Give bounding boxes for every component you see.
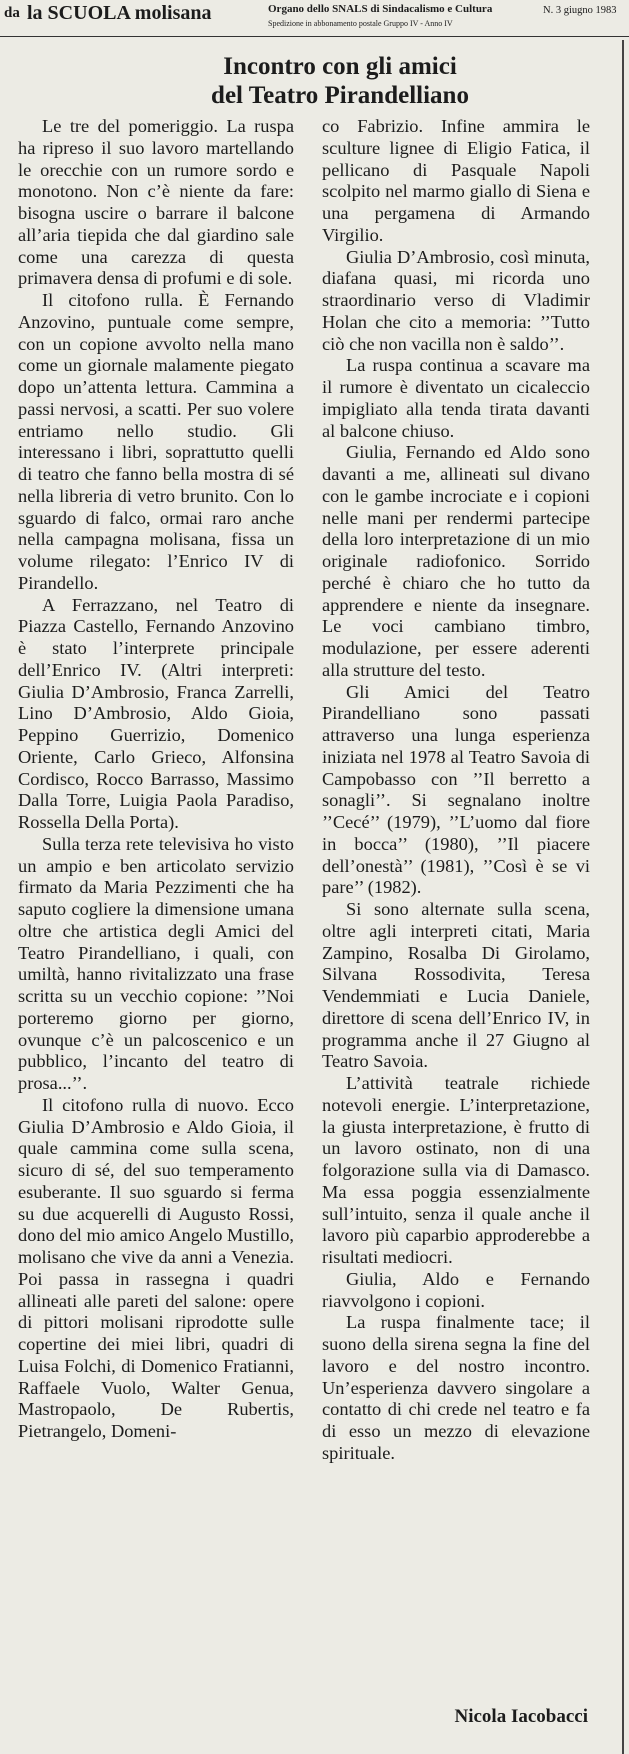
paragraph: Sulla terza rete televisiva ho visto un ampio e ben articolato servizio firmato da Maria Pezzimenti che ha saputo cogliere la dimensione umana oltre che artistica degli Amici del Teatro Pirandelliano, i quali, con umiltà, hanno rivitalizzato una frase scritta su un vecchio copione: ’’Noi porteremo giorno per giorno, ovunque c’è un palcoscenico e un pubblico, l’incanto del teatro di prosa...’’.	[18, 833, 294, 1093]
paragraph: Si sono alternate sulla scena, oltre agli interpreti citati, Maria Zampino, Rosalba Di Girolamo, Silvana Rossodivita, Teresa Vendemmiati e Lucia Daniele, direttore di scena dell’Enrico IV, in programma anche il 27 Giugno al Teatro Savoia.	[322, 899, 590, 1072]
paragraph: La ruspa continua a scavare ma il rumore è diventato un cicaleccio impigliato alla tenda tirata davanti al balcone chiuso.	[322, 355, 590, 441]
newspaper-name: la SCUOLA molisana	[27, 2, 212, 24]
paragraph: A Ferrazzano, nel Teatro di Piazza Castello, Fernando Anzovino è stato l’interprete principale dell’Enrico IV. (Altri interpreti: Giulia D’Ambrosio, Franca Zarrelli, Lino D’Ambrosio, Aldo Gioia, Peppino Guerrizio, Domenico Oriente, Carlo Grieco, Alfonsina Cordisco, Rocco Barrasso, Massimo Dalla Torre, Luigia Paola Paradiso, Rossella Della Porta).	[18, 594, 294, 832]
masthead-shipping-note: Spedizione in abbonamento postale Gruppo IV - Anno IV	[268, 19, 453, 28]
paragraph: Giulia, Fernando ed Aldo sono davanti a me, allineati sul divano con le gambe incrociate e i copioni nelle mani per rendermi partecipe della loro interpretazione di un mio originale radiofonico. Sorrido perché è chiaro che ho tutto da apprendere e niente da insegnare. Le voci cambiano timbro, modulazione, per essere aderenti alla strutture del testo.	[322, 442, 590, 680]
masthead-organ: Organo dello SNALS di Sindacalismo e Cultura	[268, 3, 493, 15]
headline-line-1: Incontro con gli amici	[223, 53, 457, 80]
paragraph: Giulia, Aldo e Fernando riavvolgono i copioni.	[322, 1268, 590, 1311]
paragraph: Il citofono rulla. È Fernando Anzovino, puntuale come sempre, con un copione avvolto nella mano come un giornale malamente piegato dopo un’attenta lettura. Cammina a passi nervosi, a scatti. Per suo volere entriamo nello studio. Gli interessano i libri, soprattutto quelli di teatro che fanno bella mostra di sé nella libreria di vetro brunito. Con lo sguardo di falco, ormai raro anche nella campagna molisana, fissa un volume rilegato: l’Enrico IV di Pirandello.	[18, 290, 294, 593]
paragraph: La ruspa finalmente tace; il suono della sirena segna la fine del lavoro e del nostro incontro. Un’esperienza davvero singolare a contatto di chi crede nel teatro e fa di esso un mezzo di elevazione spirituale.	[322, 1312, 590, 1463]
right-column-rule	[622, 40, 624, 1754]
paragraph: Gli Amici del Teatro Pirandelliano sono passati attraverso una lunga esperienza iniziata nel 1978 al Teatro Savoia di Campobasso con ’’Il berretto a sonagli’’. Si segnalano inoltre ’’Cecé’’ (1979), ’’L’uomo dal fiore in bocca’’ (1980), ’’Il piacere dell’onestà’’ (1981), ’’Così è se vi pare’’ (1982).	[322, 681, 590, 898]
paragraph: Le tre del pomeriggio. La ruspa ha ripreso il suo lavoro martellando le orecchie con un rumore sordo e monotono. Non c’è niente da fare: bisogna uscire o barrare il balcone all’aria tiepida che dal giardino sale come una carezza di questa primavera densa di profumi e di sole.	[18, 116, 294, 289]
issue-date: N. 3 giugno 1983	[543, 5, 617, 16]
right-column	[322, 116, 590, 1465]
paragraph-continuation: co Fabrizio. Infine ammira le sculture lignee di Eligio Fatica, il pellicano di Pasquale Napoli scolpito nel marmo giallo di Siena e una pergamena di Armando Virgilio.	[322, 116, 590, 245]
paragraph: Il citofono rulla di nuovo. Ecco Giulia D’Ambrosio e Aldo Gioia, il quale cammina come sulla scena, sicuro di sé, del suo temperamento esuberante. Il suo sguardo si ferma su due acquerelli di Augusto Rossi, dono del mio amico Angelo Mustillo, molisano che vive da anni a Venezia. Poi passa in rassegna i quadri allineati alle pareti del salone: opere di pittori molisani riprodotte sulle copertine dei miei libri, quadri di Luisa Folchi, di Domenico Fratianni, Raffaele Vuolo, Walter Genua, Mastropaolo, De Rubertis, Pietrangelo, Domeni-	[18, 1094, 294, 1441]
headline-line-2: del Teatro Pirandelliano	[211, 82, 469, 109]
masthead	[0, 0, 629, 37]
masthead-prefix: da	[4, 5, 20, 21]
author-signature: Nicola Iacobacci	[454, 1706, 588, 1727]
left-column	[18, 116, 294, 1443]
paragraph: Giulia D’Ambrosio, così minuta, diafana quasi, mi ricorda uno straordinario verso di Vladimir Holan che cito a memoria: ’’Tutto ciò che non vacilla non è saldo’’.	[322, 246, 590, 354]
paragraph: L’attività teatrale richiede notevoli energie. L’interpretazione, la giusta interpretazione, è frutto di un lavoro ostinato, non di una folgorazione sulla via di Damasco. Ma essa poggia essenzialmente sull’intuito, senza il quale anche il lavoro più caparbio approderebbe a risultati mediocri.	[322, 1073, 590, 1267]
